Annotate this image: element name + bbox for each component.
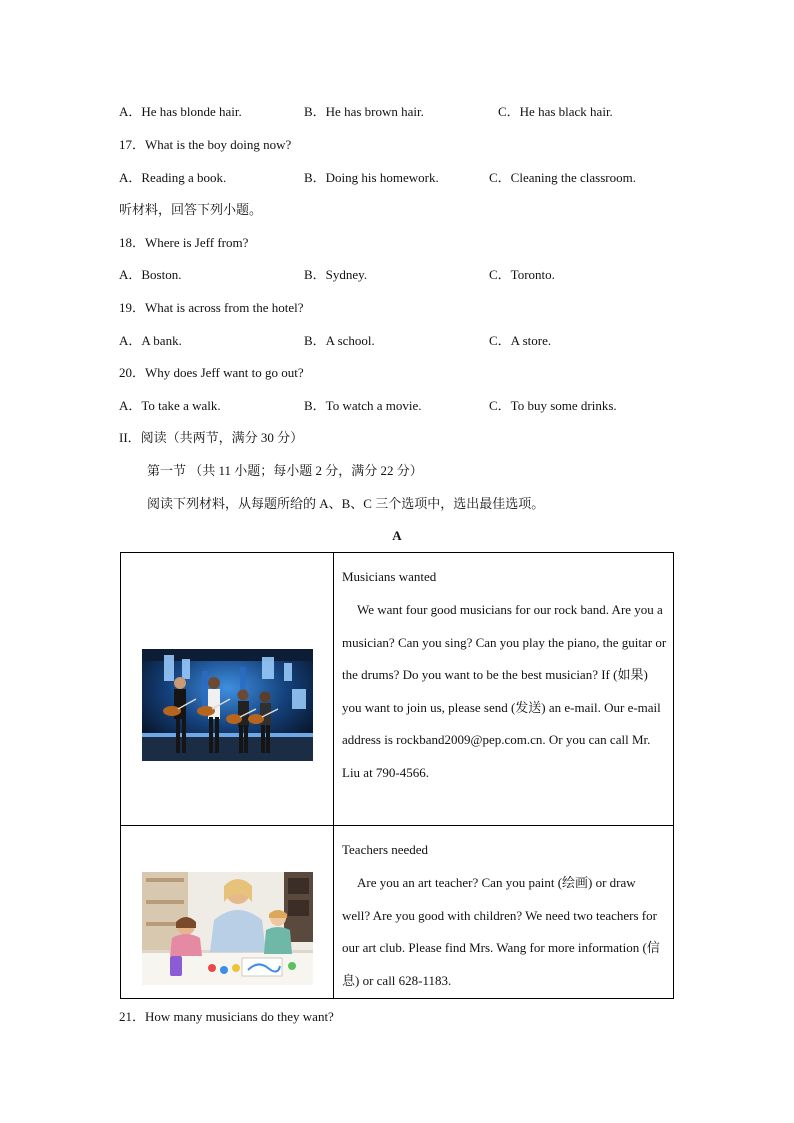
q20-option-c[interactable]: C．To buy some drinks. [489,398,617,413]
q19-option-c[interactable]: C．A store. [489,333,552,348]
q16-options [119,103,679,121]
q18-option-c[interactable]: C．Toronto. [489,267,555,282]
q18-option-a[interactable]: A．Boston. [119,267,182,282]
q16-option-b[interactable]: B．He has brown hair. [304,104,424,119]
art-class-photo [142,872,313,985]
q20-option-b[interactable]: B．To watch a movie. [304,398,422,413]
q20-option-a[interactable]: A．To take a walk. [119,398,221,413]
q18-option-b[interactable]: B．Sydney. [304,267,368,282]
q18-options [119,266,679,284]
q19-option-b[interactable]: B．A school. [304,333,375,348]
ad-text-musicians [334,553,674,826]
q19-options [119,332,679,350]
ad-body: We want four good musicians for our rock band. Are you a musician? Can you sing? Can you play the piano, the guitar or the drums? Do you want to be the best musician? If (如果) you want to join us, please send (发送) an e-mail. Our e-mail address is rockband2009@pep.com.cn. Or you can call Mr. Liu at 790-4566. [342,602,667,780]
ad-body: Are you an art teacher? Can you paint (绘画) or draw well? Are you good with children? We need two teachers for our art club. Please find Mrs. Wang for more information (信息) or call 628-1183. [342,875,660,988]
q17-question: 17．What is the boy doing now? [119,137,292,152]
listening-instruction: 听材料，回答下列小题。 [119,202,263,217]
reading-heading: II．阅读（共两节，满分 30 分） [119,430,304,445]
ad-image-cell [121,553,334,826]
q16-option-c[interactable]: C．He has black hair. [498,104,613,119]
ad-title: Musicians wanted [342,569,437,584]
section-one-heading: 第一节 （共 11 小题；每小题 2 分，满分 22 分） [147,463,423,478]
q19-option-a[interactable]: A．A bank. [119,333,182,348]
rock-band-photo [142,649,313,761]
ad-row-musicians [121,553,674,826]
ad-title: Teachers needed [342,842,429,857]
q17-options [119,169,679,187]
q19-question: 19．What is across from the hotel? [119,300,304,315]
q20-question: 20．Why does Jeff want to go out? [119,365,304,380]
q21-question: 21．How many musicians do they want? [119,1009,334,1024]
passage-label: A [392,528,402,543]
ad-text-teachers [334,826,674,999]
q18-question: 18．Where is Jeff from? [119,235,249,250]
q17-option-a[interactable]: A．Reading a book. [119,170,227,185]
ads-table [120,552,674,999]
ad-image-cell [121,826,334,999]
ad-row-teachers [121,826,674,999]
q17-option-c[interactable]: C．Cleaning the classroom. [489,170,636,185]
q16-option-a[interactable]: A．He has blonde hair. [119,104,242,119]
reading-instruction: 阅读下列材料，从每题所给的 A、B、C 三个选项中，选出最佳选项。 [147,496,545,511]
q20-options [119,397,679,415]
q17-option-b[interactable]: B．Doing his homework. [304,170,439,185]
